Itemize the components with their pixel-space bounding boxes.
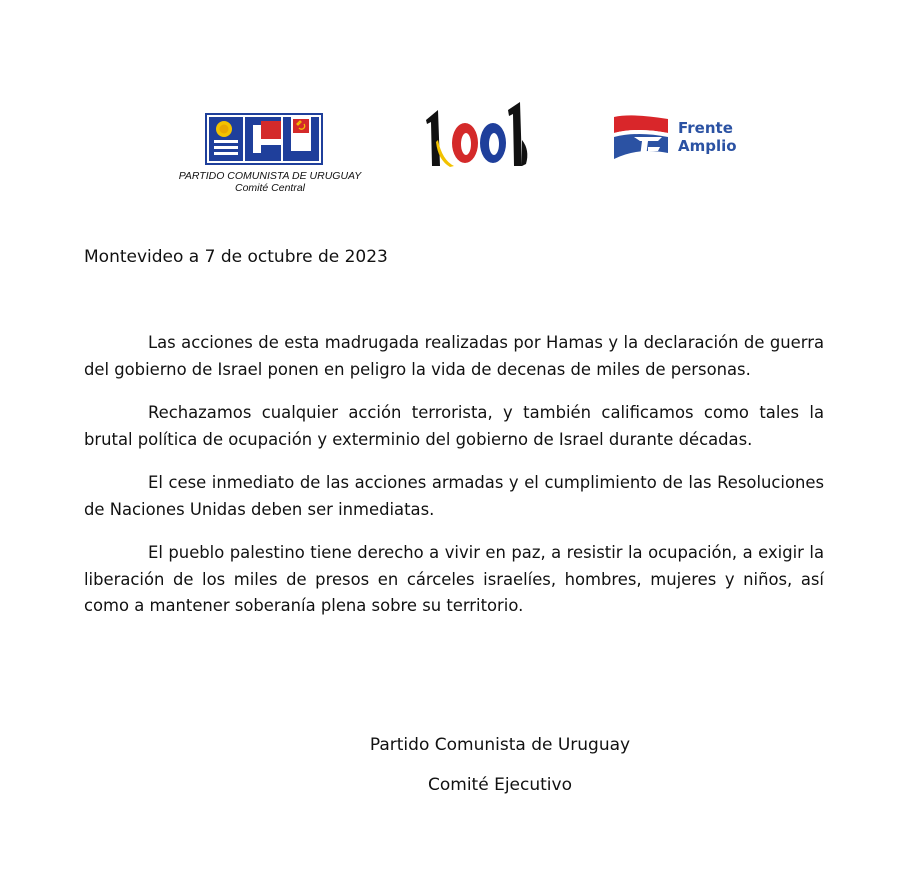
paragraph-3: El cese inmediato de las acciones armadas y el cumplimiento de las Resoluciones de Naciones Unidas deben ser inmediatas.	[84, 473, 824, 519]
pcu-caption-line2: Comité Central	[234, 182, 306, 194]
frente-amplio-wordmark	[678, 119, 737, 155]
letterhead	[0, 0, 900, 210]
pcu-logo	[175, 110, 375, 200]
frente-amplio-line1: Frente	[678, 119, 733, 137]
frente-amplio-logo	[612, 113, 762, 165]
signature-organization: Partido Comunista de Uruguay	[369, 735, 631, 755]
pcu-caption	[175, 170, 365, 194]
centenary-100-logo-icon	[422, 100, 537, 170]
document-date: Montevideo a 7 de octubre de 2023	[84, 247, 388, 267]
statement-body	[84, 330, 824, 637]
pcu-emblem-icon	[205, 113, 323, 165]
paragraph-1: Las acciones de esta madrugada realizadas por Hamas y la declaración de guerra del gobierno de Israel ponen en peligro la vida de decenas de miles de personas.	[84, 333, 824, 379]
paragraph-2: Rechazamos cualquier acción terrorista, y también calificamos como tales la brutal política de ocupación y exterminio del gobierno de Israel durante décadas.	[84, 403, 824, 449]
frente-amplio-flag-icon	[612, 113, 670, 163]
pcu-caption-line1: PARTIDO COMUNISTA DE URUGUAY	[178, 170, 362, 182]
paragraph-4: El pueblo palestino tiene derecho a vivir en paz, a resistir la ocupación, a exigir la liberación de los miles de presos en cárceles israelíes, hombres, mujeres y niños, así como a mantener soberanía plena sobre su territorio.	[84, 543, 824, 615]
signature-body: Comité Ejecutivo	[428, 775, 572, 795]
signature-block	[300, 734, 700, 814]
frente-amplio-line2: Amplio	[678, 137, 737, 155]
